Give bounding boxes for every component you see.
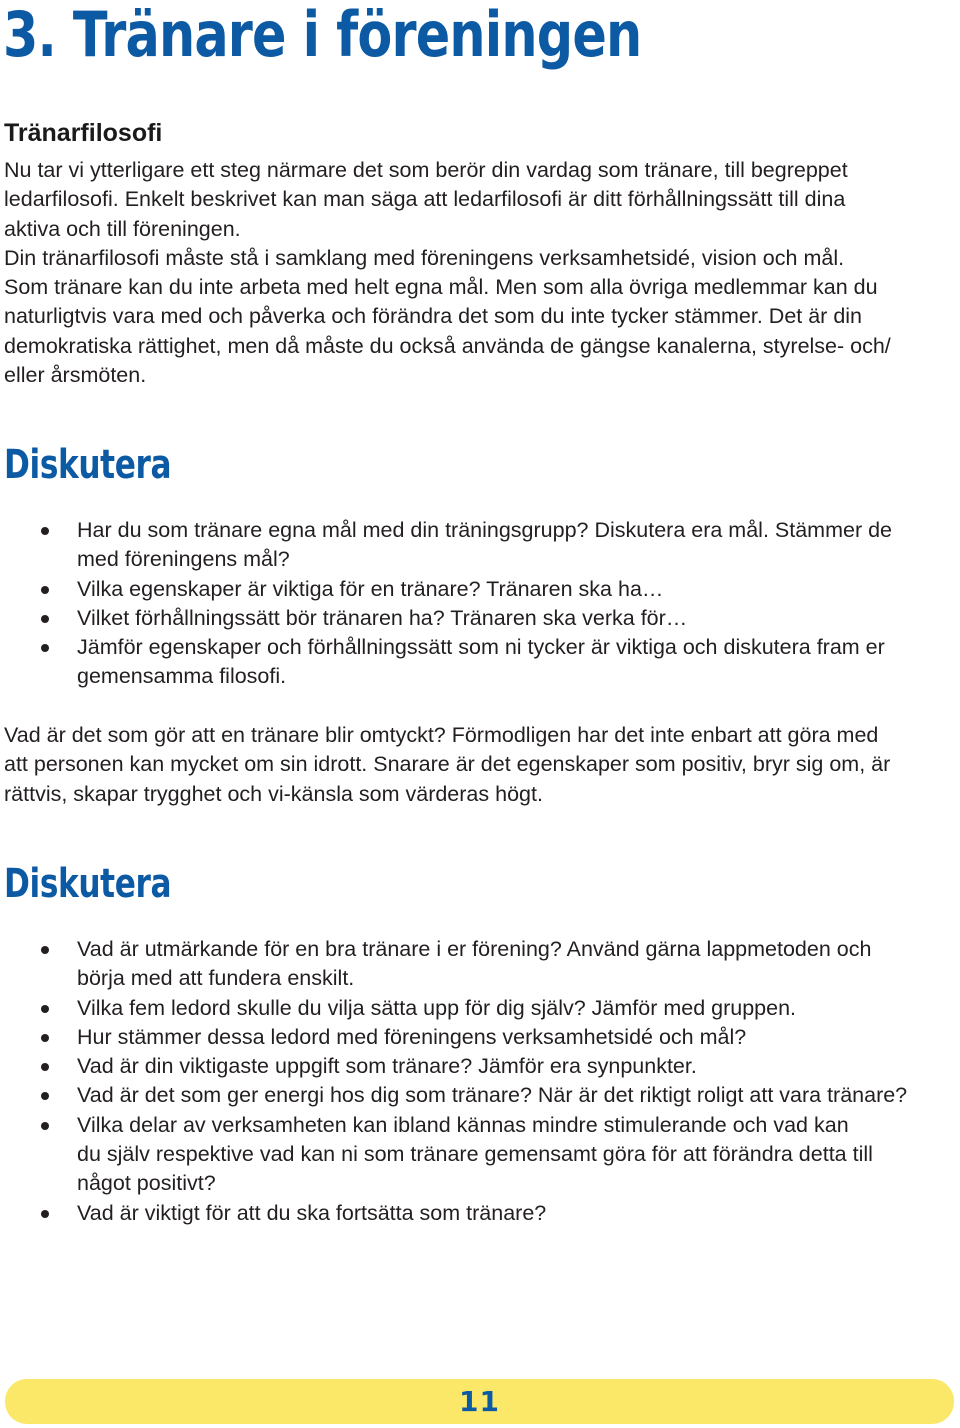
discussion-list-2 [0, 935, 960, 1228]
list-item-line: Vad är det som ger energi hos dig som tränare? När är det riktigt roligt att vara tränare? [77, 1083, 908, 1108]
paragraph-line: Vad är det som gör att en tränare blir omtyckt? Förmodligen har det inte enbart att göra med [4, 723, 879, 747]
list-item-line: något positivt? [77, 1171, 216, 1196]
list-item [0, 1081, 960, 1110]
chapter-title: 3. Tränare i föreningen [3, 0, 642, 71]
list-item [0, 1052, 960, 1081]
list-item-line: Vad är din viktigaste uppgift som tränare? Jämför era synpunkter. [77, 1054, 697, 1079]
list-item-line: du själv respektive vad kan ni som tränare gemensamt göra för att förändra detta till [77, 1142, 873, 1167]
list-item-line: Jämför egenskaper och förhållningssätt som ni tycker är viktiga och diskutera fram er [77, 635, 885, 660]
paragraph-line: Din tränarfilosofi måste stå i samklang med föreningens verksamhetsidé, vision och mål. [4, 245, 845, 270]
list-item-line: Vilka fem ledord skulle du vilja sätta upp för dig själv? Jämför med gruppen. [77, 995, 797, 1020]
list-item-line: Vilka egenskaper är viktiga för en tränare? Tränaren ska ha… [77, 576, 664, 601]
list-item-line: Vilka delar av verksamheten kan ibland kännas mindre stimulerande och vad kan [77, 1112, 849, 1137]
discuss-heading-1: Diskutera [4, 442, 172, 488]
paragraph-line: Som tränare kan du inte arbeta med helt egna mål. Men som alla övriga medlemmar kan du [4, 275, 878, 300]
discussion-list-1 [0, 516, 960, 692]
list-item-line: med föreningens mål? [77, 547, 290, 572]
intro-paragraph [4, 156, 956, 390]
list-item-line: Hur stämmer dessa ledord med föreningens verksamhetsidé och mål? [77, 1024, 747, 1049]
discuss-heading-2: Diskutera [4, 861, 172, 907]
paragraph-line: eller årsmöten. [4, 363, 147, 388]
list-item-line: börja med att fundera enskilt. [77, 966, 355, 991]
list-item-line: Vad är utmärkande för en bra tränare i er förening? Använd gärna lappmetoden och [77, 937, 872, 961]
list-item [0, 1111, 960, 1199]
footer-bar [5, 1379, 954, 1424]
list-item [0, 994, 960, 1023]
paragraph-line: aktiva och till föreningen. [4, 216, 241, 241]
section-heading: Tränarfilosofi [4, 119, 163, 147]
list-item-line: Har du som tränare egna mål med din träningsgrupp? Diskutera era mål. Stämmer de [77, 518, 892, 542]
paragraph-line: Nu tar vi ytterligare ett steg närmare det som berör din vardag som tränare, till begreppet [4, 158, 848, 182]
list-item-line: gemensamma filosofi. [77, 664, 287, 689]
list-item [0, 1023, 960, 1052]
list-item [0, 1199, 960, 1228]
list-item-line: Vilket förhållningssätt bör tränaren ha? Tränaren ska verka för… [77, 605, 688, 630]
page-number: 11 [459, 1385, 500, 1418]
paragraph-line: demokratiska rättighet, men då måste du också använda de gängse kanalerna, styrelse- och/ [4, 333, 891, 358]
paragraph-line: ledarfilosofi. Enkelt beskrivet kan man säga att ledarfilosofi är ditt förhållningssätt till dina [4, 187, 846, 212]
list-item [0, 604, 960, 633]
paragraph-line: att personen kan mycket om sin idrott. Snarare är det egenskaper som positiv, bryr sig om, är [4, 752, 891, 777]
middle-paragraph [4, 721, 956, 809]
list-item-line: Vad är viktigt för att du ska fortsätta som tränare? [77, 1200, 547, 1225]
paragraph-line: rättvis, skapar trygghet och vi-känsla som värderas högt. [4, 781, 543, 806]
list-item [0, 516, 960, 575]
list-item [0, 633, 960, 692]
list-item [0, 935, 960, 994]
paragraph-line: naturligtvis vara med och påverka och förändra det som du inte tycker stämmer. Det är din [4, 304, 863, 329]
list-item [0, 575, 960, 604]
